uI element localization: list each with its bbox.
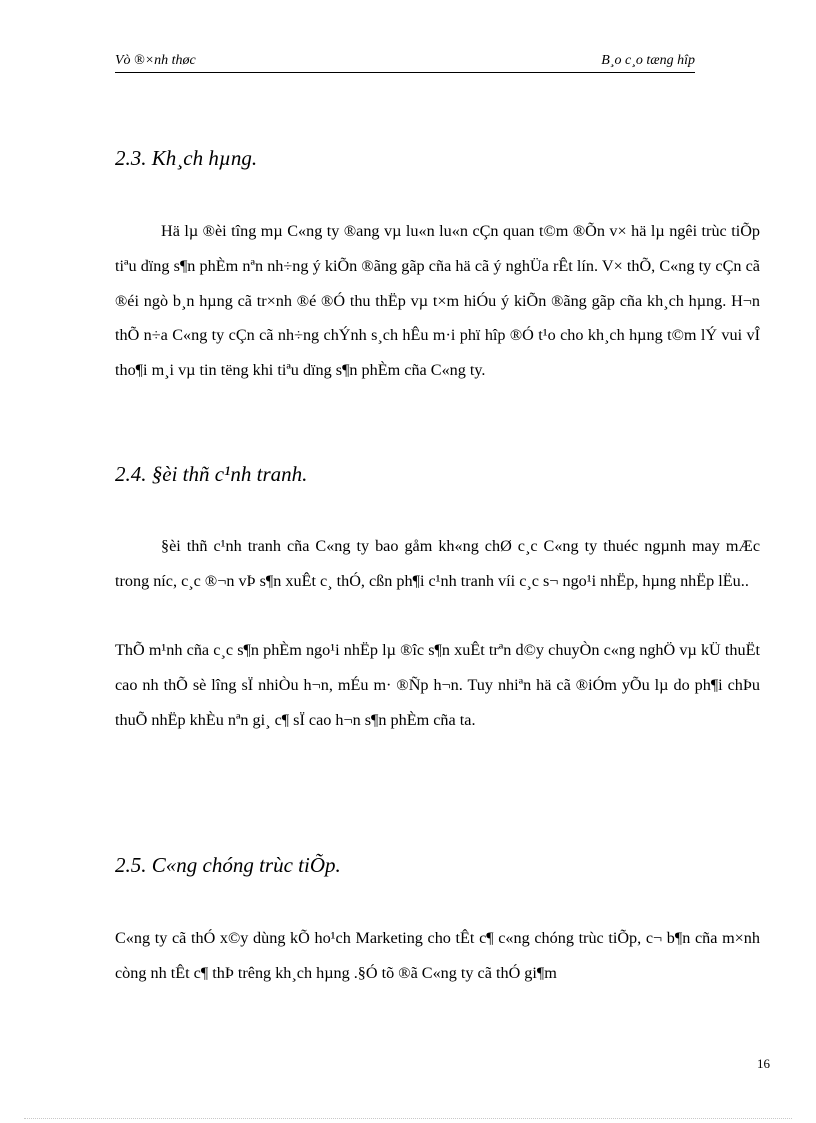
page-number: 16 <box>757 1056 770 1071</box>
header-author: Vò ®×nh thøc <box>115 53 196 68</box>
paragraph-customers: Hä lµ ®èi tîng mµ C«ng ty ®ang vµ lu«n lu«n cÇn quan t©m ®Õn v× hä lµ ngêi trùc tiÕp tiªu dïng s¶n phÈm nªn nh÷ng ý kiÕn ®ãng gãp cña hä cã ý nghÜa rÊt lín. V× thÕ, C«ng ty cÇn cã ®éi ngò b¸n hµng cã tr×nh ®é ®Ó thu thËp vµ t×m hiÓu ý kiÕn ®ãng gãp cña kh¸ch hµng. H¬n thÕ n÷a C«ng ty cÇn cã nh÷ng chÝnh s¸ch hÊu m·i phï hîp ®Ó t¹o cho kh¸ch hµng t©m lÝ vui vÎ tho¶i m¸i vµ tin tëng khi tiªu dïng s¶n phÈm cña C«ng ty. <box>115 222 760 380</box>
section-heading-direct-public: 2.5. C«ng chóng trùc tiÕp. <box>115 853 341 877</box>
section-heading-customers: 2.3. Kh¸ch hµng. <box>115 146 258 170</box>
header-report-title: B¸o c¸o tæng hîp <box>601 53 695 68</box>
running-header <box>115 52 695 73</box>
paragraph-foreign-products: ThÕ m¹nh cña c¸c s¶n phÈm ngo¹i nhËp lµ ®îc s¶n xuÊt trªn d©y chuyÒn c«ng nghÖ vµ kÜ thuËt cao nh thÕ sè lîng sÏ nhiÒu h¬n, mÉu m· ®Ñp h¬n. Tuy nhiªn hä cã ®iÓm yÕu lµ do ph¶i chÞu thuÕ nhËp khÈu nªn gi¸ c¶ sÏ cao h¬n s¶n phÈm cña ta. <box>115 641 760 729</box>
page-bottom-divider <box>24 1118 792 1119</box>
section-heading-competitors: 2.4. §èi thñ c¹nh tranh. <box>115 462 308 486</box>
paragraph-direct-public: C«ng ty cã thÓ x©y dùng kÕ ho¹ch Marketing cho tÊt c¶ c«ng chóng trùc tiÕp, c¬ b¶n cña m×nh còng nh tÊt c¶ thÞ trêng kh¸ch hµng .§Ó tõ ®ã C«ng ty cã thÓ gi¶m <box>115 929 760 982</box>
paragraph-competitors: §èi thñ c¹nh tranh cña C«ng ty bao gåm kh«ng chØ c¸c C«ng ty thuéc ngµnh may mÆc trong níc, c¸c ®¬n vÞ s¶n xuÊt c¸ thÓ, cßn ph¶i c¹nh tranh víi c¸c s¬ ngo¹i nhËp, hµng nhËp lËu.. <box>115 537 760 590</box>
